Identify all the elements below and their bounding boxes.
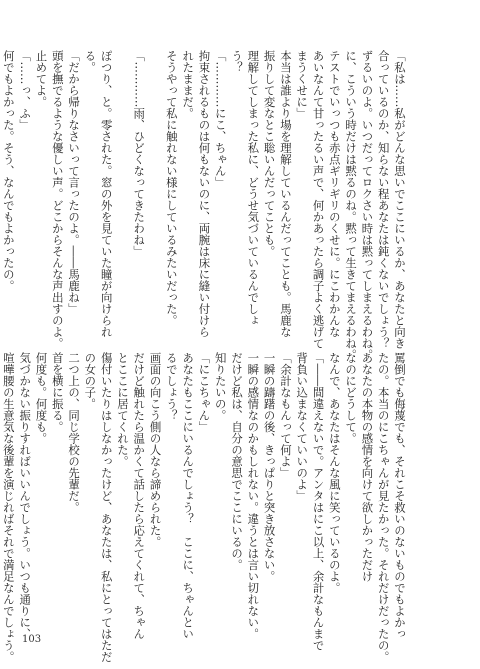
text-line: に、こういう時だけは黙るのね。黙って生きてまえるわね。 — [344, 50, 359, 361]
text-line: 二つ上の、同じ学校の先輩だ。 — [67, 352, 82, 513]
text-line: る。 — [83, 50, 98, 73]
text-line: 理解してしまった私に、どうせ気づいているんでしょ — [246, 50, 261, 326]
text-line: 「……っ、ふ」 — [18, 50, 33, 131]
text-line: あいなんて甘ったるい声で、何かあったら調子よく逃げて — [311, 50, 326, 349]
text-line: 何度も。何度も。 — [34, 352, 49, 444]
text-line: 罵倒でも侮蔑でも、それこそ救いのないものでもよかっ — [393, 352, 407, 640]
text-line: 気づかない振りすればいいんでしょう。いつも通りに、 — [18, 352, 33, 640]
upper-text-block — [1, 50, 408, 361]
text-line: あなたの本物の感情を向けて欲しかっただけ — [360, 352, 375, 582]
text-line: 首を横に振る。 — [50, 352, 65, 433]
text-line: ぽつり、と。零された。窓の外を見ていた瞳が向けられ — [99, 50, 114, 338]
text-line: れたままだ。 — [181, 50, 196, 119]
text-line: ずるいのよ。いつだってロクさい時は黙ってしまえるわね。 — [360, 50, 375, 361]
text-line: なんで、あなたはそんな風に笑っているのよ。 — [327, 352, 342, 594]
text-line: 「私は……私がどんな思いでここにいるか、あなたと向き — [393, 50, 407, 349]
text-line: 「余計なもんって何よ」 — [278, 352, 293, 479]
text-line: まうくせに」 — [295, 50, 310, 119]
text-line: 「…………にこ、ちゃん」 — [213, 50, 228, 188]
text-line: 止めてよ。 — [34, 50, 49, 108]
text-line: 本当は誰より場を理解しているんだってことも。馬鹿な — [278, 50, 293, 338]
text-line: 知りたいの。 — [213, 352, 228, 421]
text-line: 「…………雨、ひどくなってきたわね」 — [132, 50, 147, 257]
text-line: とここに居てくれた。 — [115, 352, 130, 467]
text-line: 一瞬の感情なのかもしれない。違うとは言い切れない。 — [246, 352, 261, 640]
text-line: なのにどうして。 — [344, 352, 359, 444]
text-line: 傷付いたりはしなかったけど、あなたは、私にとってはただ — [99, 352, 114, 663]
page-number: 103 — [22, 634, 42, 645]
text-line: 「――間違えないで。アンタはにこ以上、余計なもんまで — [311, 352, 326, 651]
text-line: あなたもここにいるんでしょう？ ここに、ちゃんとい — [181, 352, 196, 640]
text-line: 画面の向こう側の人なら諦められた。 — [148, 352, 163, 548]
text-line: 何でもよかった。そう、なんでもよかったの。 — [1, 50, 16, 292]
text-line — [115, 50, 131, 306]
text-line: 拘束されるものは何もないのに、両腕は床に縫い付けら — [197, 50, 212, 338]
text-line: う？ — [230, 50, 245, 73]
text-line: 頭を撫でるような優しい声。どこからそんな声出すのよ。 — [50, 50, 65, 349]
text-line: 背負い込まなくていいのよ」 — [295, 352, 310, 502]
text-line: だけど触れたら温かくて話したら応えてくれて、ちゃん — [132, 352, 147, 640]
text-line: 振りして変なとこ聡いんだってことも。 — [262, 50, 277, 257]
text-line: 喧嘩腰の生意気な後輩を演じればそれで満足なんでしょう。 — [1, 352, 16, 663]
text-line: 合っているのか、知らない程あなたは鈍くないでしょう？ — [376, 50, 391, 349]
text-line: の女の子。 — [83, 352, 98, 410]
text-line — [147, 50, 163, 306]
text-line: たの。本当のにこちゃんが見たかった。それだけだったの。 — [376, 352, 391, 663]
text-line: テストでいっつも赤点ギリギリのくせに。にこわかんな — [327, 50, 342, 338]
text-line: 「にこちゃん」 — [197, 352, 212, 433]
text-line: 一瞬の躊躇の後、きっぱりと突き放さない。 — [262, 352, 277, 582]
text-line: だけど私は、自分の意思でここにいるの。 — [230, 352, 245, 571]
text-line: るでしょう？ — [164, 352, 179, 421]
text-line: 「だから帰りなさいって言ったのよ。――馬鹿ね」 — [67, 50, 82, 315]
text-line: そうやって私に触れない様にしているみたいだった。 — [164, 50, 179, 326]
